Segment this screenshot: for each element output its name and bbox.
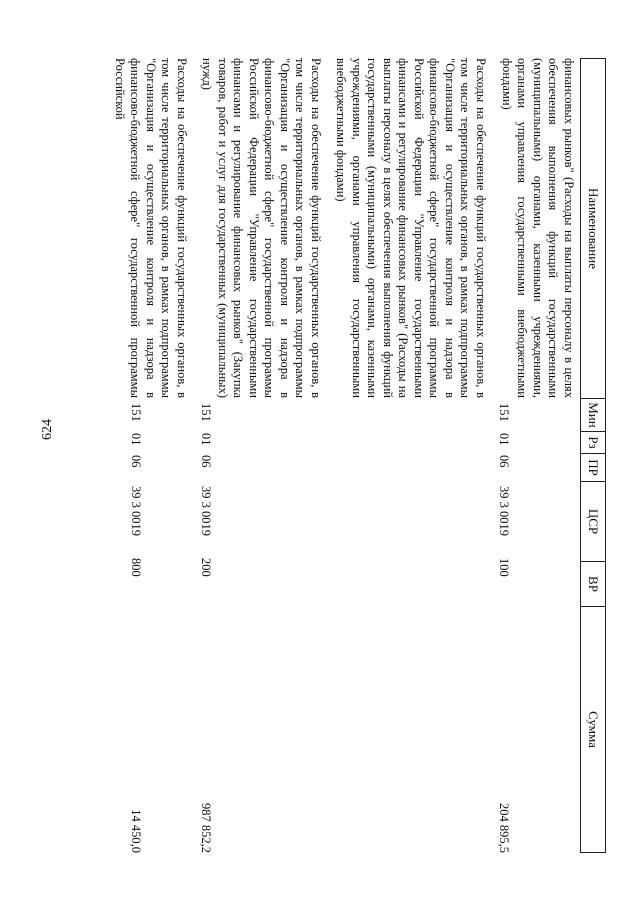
header-vr: ВР [581,562,605,607]
table-header [580,58,606,853]
row-vr: 800 [129,558,143,577]
header-rz: Рз [581,432,605,454]
row-description: финансовых рынков" (Расходы на выплаты персоналу в целях обеспечения выполнения функций государственными (муниципальными) органами, казенными учреждениями, органами управления государственными внебюджетными фондами) [500,58,576,398]
row-pr: 06 [497,455,511,468]
row-description: Расходы на обеспечение функций государственных органов, в том числе территориальных органов, в рамках подпрограммы "Организация и осуществление контроля и надзора в финансово-бюджетной сфере" государственной программы Российской Федерации "Управление государственными финансами и регулирование финансовых рынков" (Расходы на выплаты персоналу в целях обеспечения выполнения функций государственными (муниципальными) органами, казенными учреждениями, органами управления государственными внебюджетными фондами) [334,58,488,398]
row-csr: 39 3 0019 [129,486,143,536]
header-sum: Сумма [586,711,601,748]
row-pr: 06 [129,455,143,468]
header-pr: ПР [581,454,605,482]
row-rz: 01 [129,433,143,446]
header-name: Наименование [581,59,605,399]
row-min: 151 [129,403,143,422]
row-vr: 200 [199,558,213,577]
row-min: 151 [199,403,213,422]
rotated-table [106,58,606,853]
row-description: Расходы на обеспечение функций государственных органов, в том числе территориальных органов, в рамках подпрограммы "Организация и осуществление контроля и надзора в финансово-бюджетной сфере" государственной программы Российской [113,58,189,398]
row-pr: 06 [199,455,213,468]
row-rz: 01 [199,433,213,446]
row-vr: 100 [497,558,511,577]
page-number: 624 [40,419,55,440]
row-min: 151 [497,403,511,422]
row-csr: 39 3 0019 [497,486,511,536]
row-sum: 987 852,2 [199,803,213,853]
row-sum: 14 450,0 [129,809,143,853]
row-description: Расходы на обеспечение функций государственных органов, в том числе территориальных органов, в рамках подпрограммы "Организация и осуществление контроля и надзора в финансово-бюджетной сфере" государственной программы Российской Федерации "Управление государственными финансами и регулирование финансовых рынков" (Закупка товаров, работ и услуг для государственных (муниципальных) нужд) [200,58,323,398]
row-csr: 39 3 0019 [199,486,213,536]
header-min: Мин [581,399,605,432]
row-rz: 01 [497,433,511,446]
header-csr: ЦСР [581,482,605,562]
row-sum: 204 895,5 [497,803,511,853]
